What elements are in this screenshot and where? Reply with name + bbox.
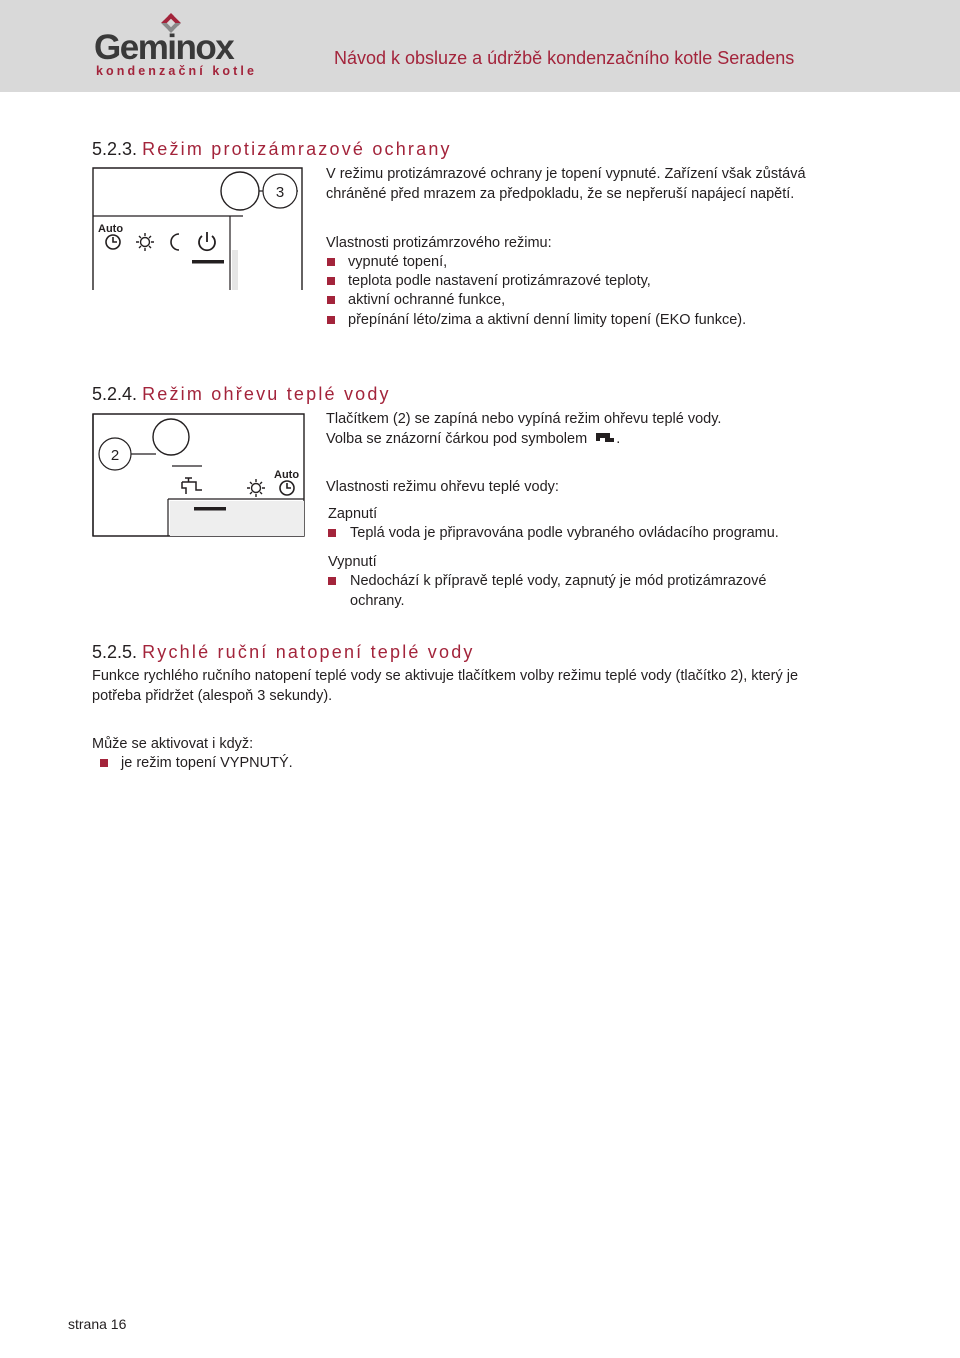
document-title: Návod k obsluze a údržbě kondenzačního kotle Seradens	[334, 48, 795, 68]
s523-intro-line-2: chráněné před mrazem za předpokladu, že se nepřeruší napájecí napětí.	[326, 186, 795, 202]
section-title: Režim ohřevu teplé vody	[142, 384, 391, 404]
callout-3: 3	[275, 184, 285, 201]
mode-indicator-bar	[192, 260, 224, 264]
s524-line-2-text: Volba se znázorní čárkou pod symbolem	[326, 431, 588, 447]
callout-2: 2	[110, 447, 120, 464]
button-3-circle	[221, 172, 259, 210]
s525-cond-heading: Může se aktivovat i když:	[92, 736, 254, 752]
page-number: strana 16	[68, 1316, 127, 1332]
hot-water-indicator-bar	[194, 507, 226, 511]
s523-prop-3: aktivní ochranné funkce,	[348, 292, 506, 308]
hot-water-panel-diagram	[90, 412, 310, 540]
section-title: Rychlé ruční natopení teplé vody	[142, 642, 475, 662]
logo-tagline: kondenzační kotle	[96, 64, 258, 78]
bullet-icon	[327, 277, 335, 285]
s524-off-item-line-2: ochrany.	[350, 593, 405, 609]
clock-icon	[280, 481, 294, 495]
tap-icon	[182, 478, 202, 494]
s524-line-2-end: .	[616, 431, 621, 447]
auto-label: Auto	[98, 223, 124, 235]
bullet-icon	[327, 258, 335, 266]
page-header	[0, 0, 960, 92]
tap-symbol-icon	[594, 428, 616, 446]
section-number: 5.2.5.	[92, 642, 138, 662]
button-2-circle	[153, 419, 189, 455]
s525-para-line-2: potřeba přidržet (alespoň 3 sekundy).	[92, 688, 333, 704]
section-title: Režim protizámrazové ochrany	[142, 139, 452, 159]
s524-on-item: Teplá voda je připravována podle vybraného ovládacího programu.	[350, 525, 779, 541]
section-number: 5.2.3.	[92, 139, 138, 159]
section-heading-5-2-3	[92, 138, 452, 160]
section-heading-5-2-5	[92, 641, 475, 663]
s523-props-heading: Vlastnosti protizámrzového režimu:	[326, 235, 552, 251]
s524-on-heading: Zapnutí	[328, 506, 378, 522]
sun-icon	[247, 479, 265, 497]
sun-icon	[136, 233, 154, 251]
s524-off-item-line-1: Nedochází k přípravě teplé vody, zapnutý je mód protizámrazové	[350, 573, 767, 589]
logo-word: Geminox	[94, 28, 234, 67]
frost-protection-panel-diagram	[90, 166, 310, 292]
bullet-icon	[327, 296, 335, 304]
s523-prop-4: přepínání léto/zima a aktivní denní limity topení (EKO funkce).	[348, 312, 747, 328]
auto-label: Auto	[274, 469, 300, 481]
bullet-icon	[328, 577, 336, 585]
section-heading-5-2-4	[92, 383, 391, 405]
bullet-icon	[100, 759, 108, 767]
s524-line-2	[326, 428, 620, 449]
geminox-logo	[94, 14, 258, 80]
moon-icon	[171, 234, 179, 250]
clock-icon	[106, 235, 120, 249]
section-number: 5.2.4.	[92, 384, 138, 404]
s525-cond-item: je režim topení VYPNUTÝ.	[121, 755, 293, 771]
bullet-icon	[328, 529, 336, 537]
power-icon	[199, 232, 215, 250]
s523-prop-1: vypnuté topení,	[348, 254, 448, 270]
s525-para-line-1: Funkce rychlého ručního natopení teplé vody se aktivuje tlačítkem volby režimu teplé vody (tlačítko 2), který je	[92, 668, 799, 684]
s524-props-heading: Vlastnosti režimu ohřevu teplé vody:	[326, 479, 559, 495]
s524-line-1: Tlačítkem (2) se zapíná nebo vypíná režim ohřevu teplé vody.	[326, 411, 722, 427]
bullet-icon	[327, 316, 335, 324]
s523-intro-line-1: V režimu protizámrazové ochrany je topení vypnuté. Zařízení však zůstává	[326, 166, 806, 182]
s524-off-heading: Vypnutí	[328, 554, 377, 570]
s523-prop-2: teplota podle nastavení protizámrazové teploty,	[348, 273, 651, 289]
